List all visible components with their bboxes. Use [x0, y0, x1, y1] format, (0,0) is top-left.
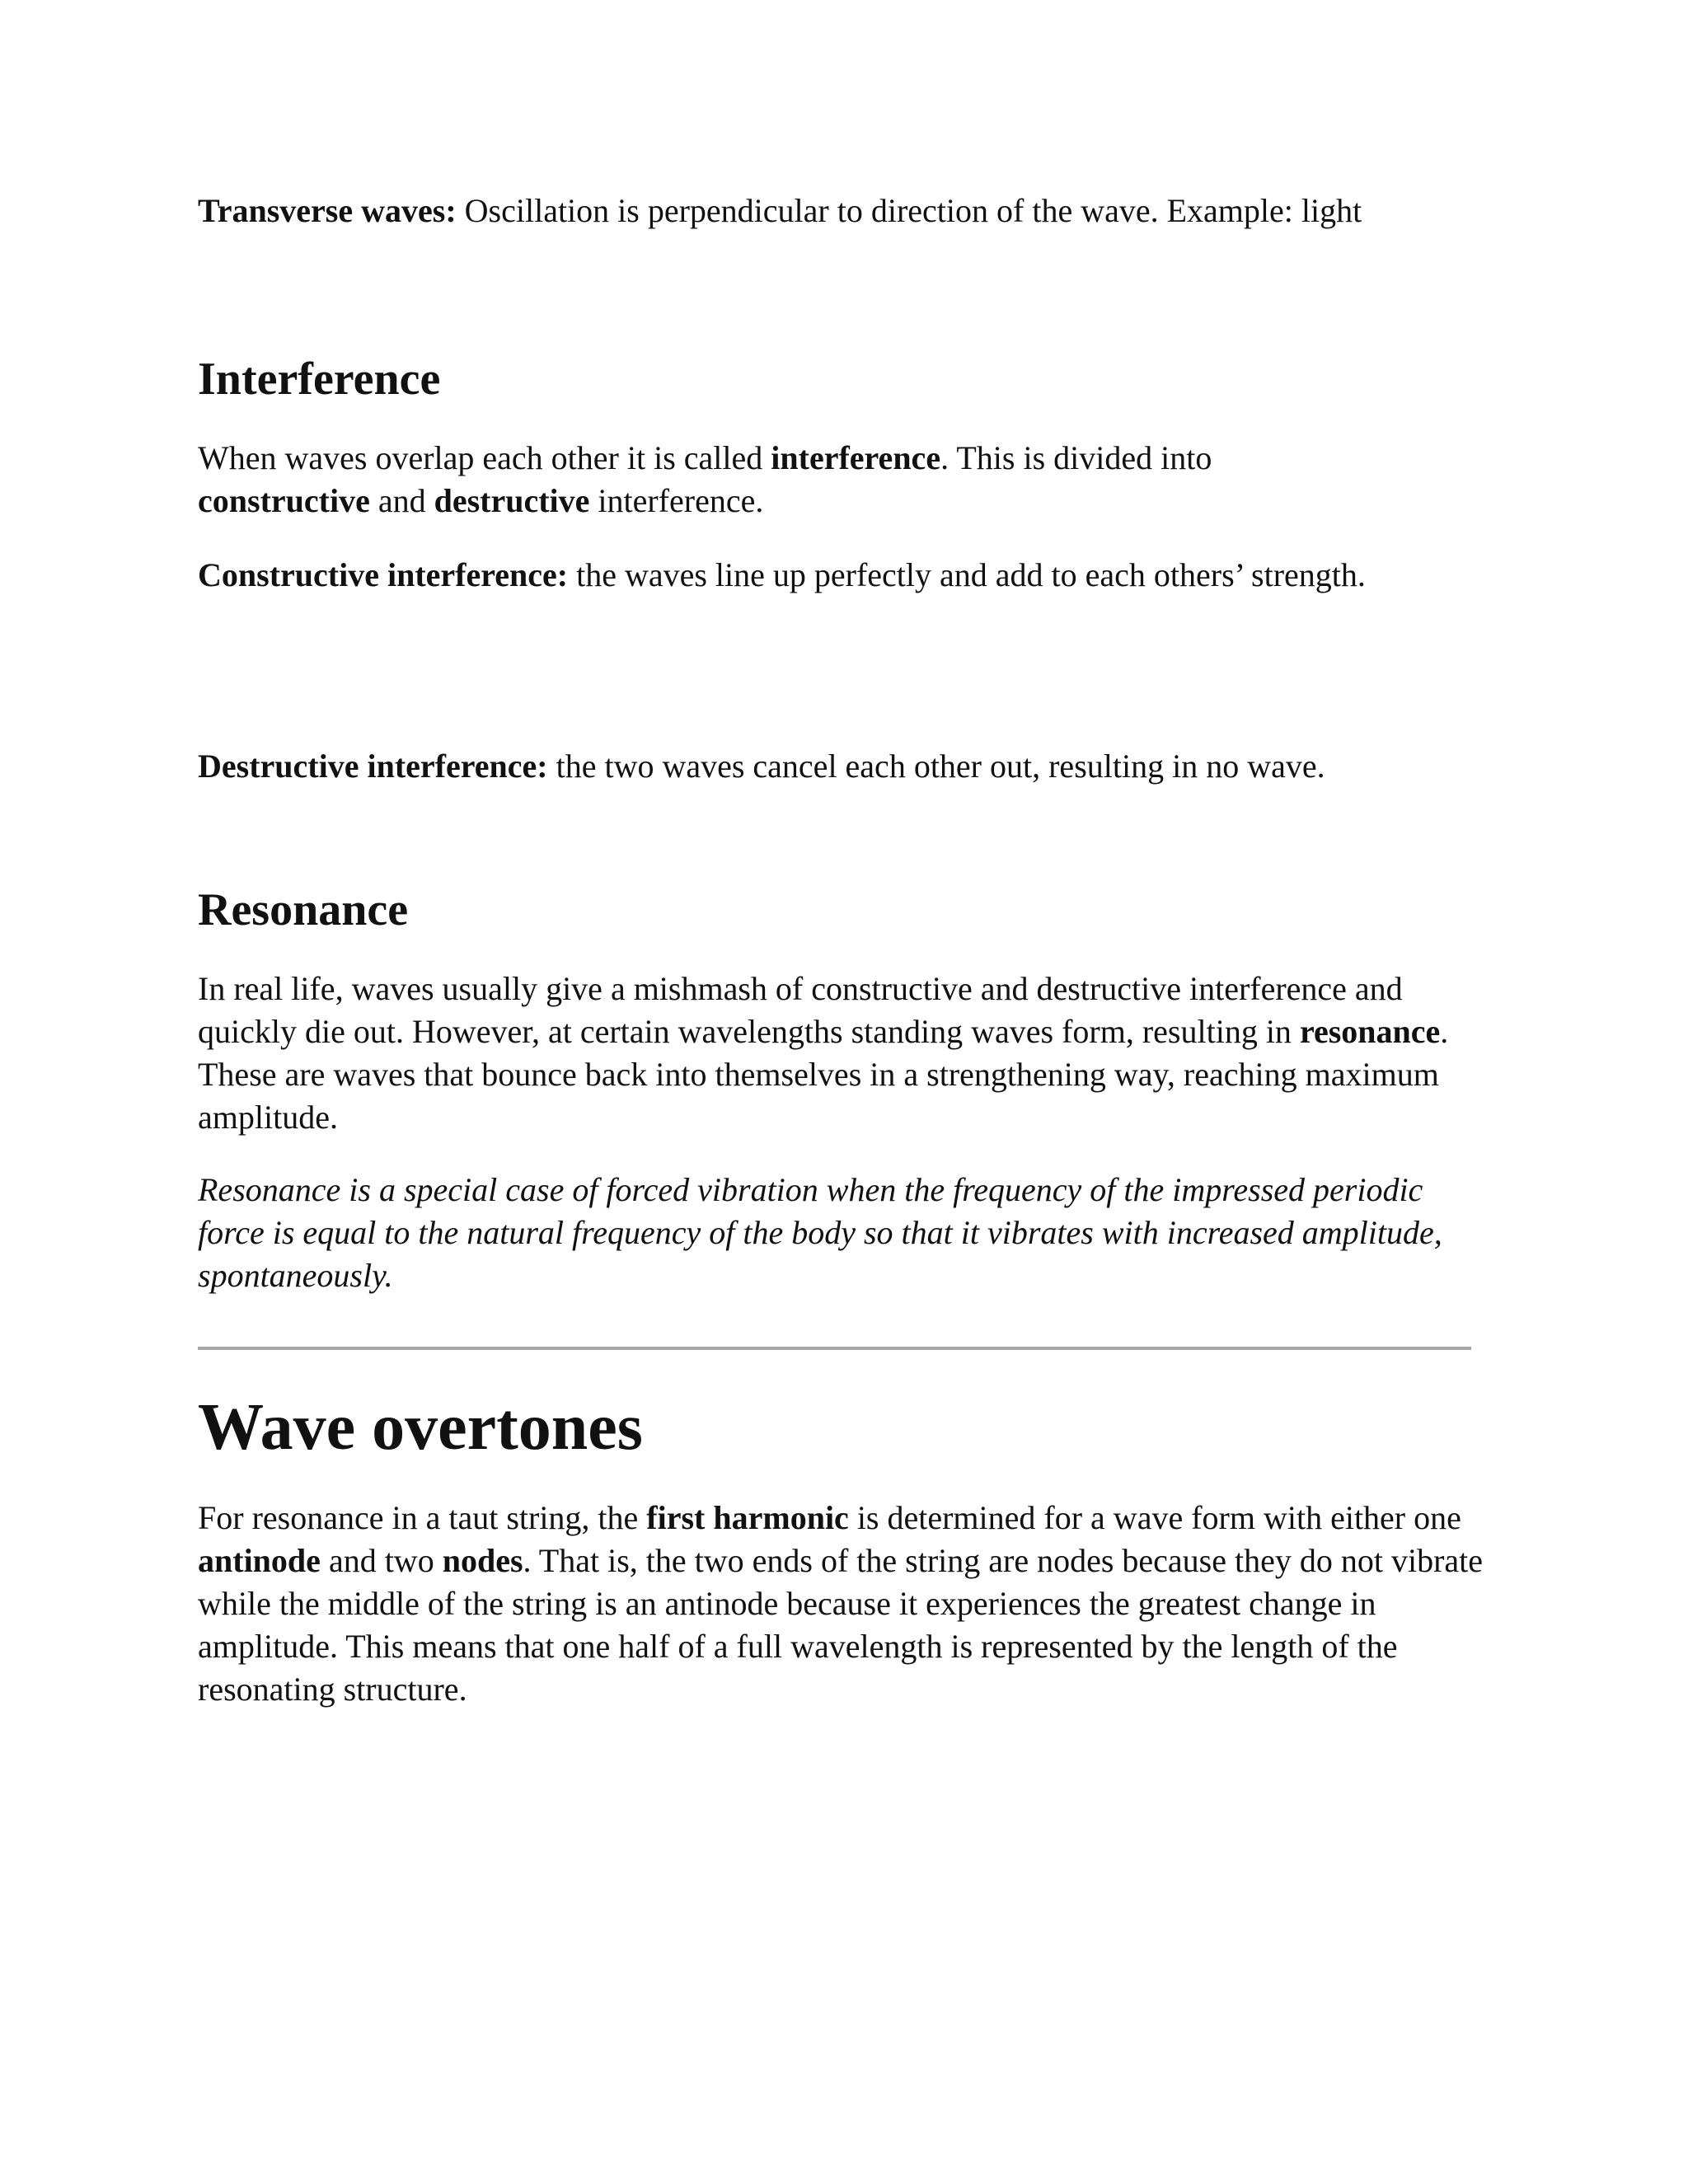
- interference-heading: Interference: [198, 354, 441, 405]
- document-page: [198, 190, 1484, 1711]
- transverse-waves-paragraph: [198, 190, 1467, 232]
- term-nodes: nodes: [442, 1542, 523, 1579]
- resonance-paragraph: In real life, waves usually give a mishmash of constructive and destructive interference and quickly die out. However, at certain wavelengths standing waves form, resulting in resonance. These are waves that bounce back into themselves in a strengthening way, reaching maximum amplitude.: [198, 970, 1449, 1136]
- wave-overtones-paragraph: For resonance in a taut string, the first harmonic is determined for a wave form with either one antinode and two nodes. That is, the two ends of the string are nodes because they do not vibrate while the middle of the string is an antinode because it experiences the greatest change in amplitude. This means that one half of a full wavelength is represented by the length of the resonating structure.: [198, 1499, 1484, 1708]
- wave-overtones-heading: Wave overtones: [198, 1391, 643, 1464]
- transverse-waves-text: Oscillation is perpendicular to direction of the wave. Example: light: [456, 192, 1362, 229]
- destructive-interference-paragraph: [198, 745, 1484, 788]
- resonance-definition: Resonance is a special case of forced vibration when the frequency of the impressed periodic force is equal to the natural frequency of the body so that it vibrates with increased amplitude, spontaneously.: [198, 1171, 1442, 1294]
- destructive-interference-text: the two waves cancel each other out, resulting in no wave.: [547, 748, 1325, 785]
- constructive-interference-label: Constructive interference:: [198, 556, 569, 593]
- interference-paragraph: When waves overlap each other it is called interference. This is divided into constructive and destructive interference.: [198, 439, 1212, 519]
- destructive-interference-label: Destructive interference:: [198, 748, 548, 785]
- term-interference: interference: [771, 439, 941, 476]
- term-constructive: constructive: [198, 482, 370, 519]
- constructive-interference-paragraph: [198, 554, 1409, 597]
- term-resonance: resonance: [1299, 1013, 1441, 1050]
- term-antinode: antinode: [198, 1542, 321, 1579]
- constructive-interference-text: the waves line up perfectly and add to each others’ strength.: [568, 556, 1366, 593]
- term-first-harmonic: first harmonic: [646, 1499, 849, 1536]
- transverse-waves-label: Transverse waves:: [198, 192, 457, 229]
- term-destructive: destructive: [434, 482, 590, 519]
- resonance-heading: Resonance: [198, 884, 409, 935]
